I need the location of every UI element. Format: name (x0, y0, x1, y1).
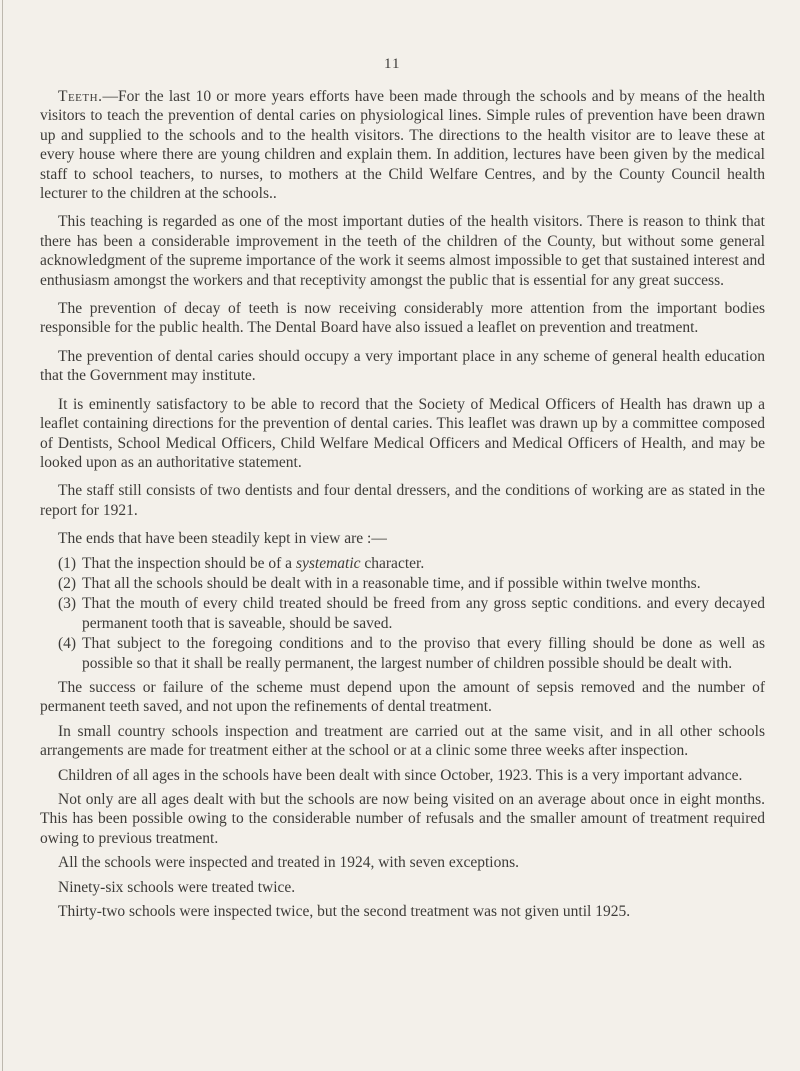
teeth-heading: Teeth. (58, 88, 103, 105)
paragraph-success-failure: The success or failure of the scheme must depend upon the amount of sepsis removed and the number of permanent teeth saved, and not upon the refinements of dental treatment. (40, 678, 765, 716)
paragraph-health-education: The prevention of dental caries should occupy a very important place in any scheme of general health education that the Government may institute. (40, 347, 765, 385)
paragraph-treated-twice: Ninety-six schools were treated twice. (58, 878, 296, 896)
teeth-paragraph-text: —For the last 10 or more years efforts have been made through the schools and by means of the health visitors to teach the prevention of dental caries on physiological lines. Simple rules of prevention have been drawn up and supplied to the schools and to the health visitors. The directions to the health visitor are to leave these at every house where there are young children and explain them. In addition, lectures have been given by the medical staff to school teachers, to nurses, to mothers at the Child Welfare Centres, and by the County Council health lecturer to the children at the schools.. (40, 88, 765, 203)
paragraph-prevention-attention: The prevention of decay of teeth is now receiving considerably more attention from the important bodies responsible for the public health. The Dental Board have also issued a leaflet on prevention and treatment. (40, 300, 765, 337)
paragraph-inspected-twice: Thirty-two schools were inspected twice, but the second treatment was not given until 1925. (58, 903, 631, 921)
paragraph-country-schools: In small country schools inspection and treatment are carried out at the same visit, and in all other schools arrangements are made for treatment either at the school or at a clinic some three weeks after inspection. (40, 722, 765, 760)
list-item-number: (4) (58, 635, 77, 653)
list-item: (1) That the inspection should be of a systematic character. (58, 554, 425, 572)
paragraph-visit-frequency: Not only are all ages dealt with but the schools are now being visited on an average about once in eight months. This has been possible owing to the considerable number of refusals and the smaller amount of treatment required owing to previous treatment. (40, 791, 765, 847)
list-item-number: (2) (58, 574, 77, 592)
list-item-number: (1) (58, 554, 77, 572)
list-item: (2) That all the schools should be dealt with in a reasonable time, and if possible within twelve months. (58, 574, 701, 592)
list-item-number: (3) (58, 595, 77, 613)
list-item: (3) That the mouth of every child treated should be freed from any gross septic conditions. and every decayed permanent tooth that is saveable, should be saved. (58, 595, 765, 632)
paragraph-society-leaflet: It is eminently satisfactory to be able to record that the Society of Medical Officers of Health has drawn up a leaflet containing directions for the prevention of dental caries. This leaflet was drawn up by a committee composed of Dentists, School Medical Officers, Child Welfare Medical Officers and Medical Officers of Health, and may be looked upon as an authoritative statement. (40, 395, 765, 471)
page-edge-line (2, 0, 3, 1071)
paragraph-all-ages: Children of all ages in the schools have been dealt with since October, 1923. This is a very important advance. (58, 766, 743, 784)
ends-intro: The ends that have been steadily kept in view are :— (58, 530, 387, 548)
ends-list (40, 554, 765, 673)
page-number: 11 (384, 56, 401, 72)
teeth-paragraph (40, 87, 765, 203)
list-item: (4) That subject to the foregoing conditions and to the proviso that every filling should be done as well as possible so that it shall be really permanent, the largest number of children possible should be dealt with. (58, 635, 765, 672)
paragraph-inspected-1924: All the schools were inspected and treated in 1924, with seven exceptions. (58, 854, 519, 872)
emphasis-text: systematic (295, 554, 361, 572)
body-text (40, 87, 765, 926)
paragraph-staff: The staff still consists of two dentists and four dental dressers, and the conditions of working are as stated in the report for 1921. (40, 482, 765, 519)
paragraph-teaching: This teaching is regarded as one of the most important duties of the health visitors. There is reason to think that there has been a considerable improvement in the teeth of the children of the County, but without some general acknowledgment of the supreme importance of the work it seems almost impossible to get that sustained interest and enthusiasm amongst the workers and that receptivity amongst the public that is essential for any great success. (40, 213, 765, 289)
